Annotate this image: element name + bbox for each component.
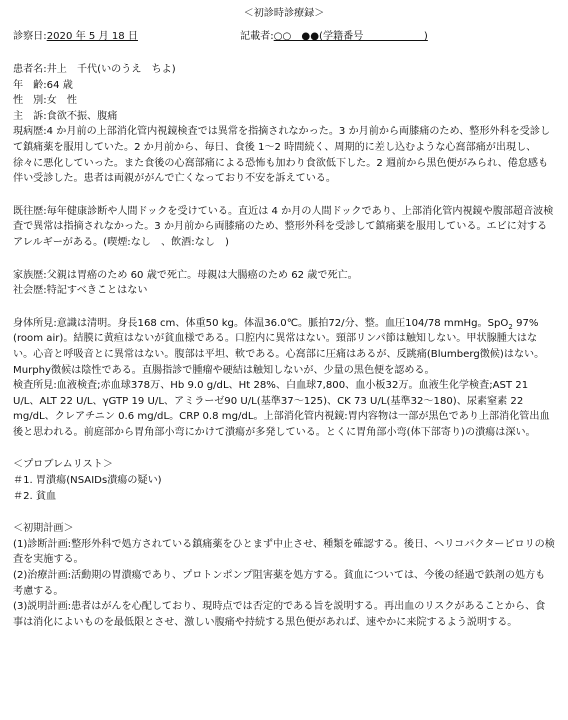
record-header (13, 29, 555, 45)
initial-plan-heading: ＜初期計画＞ (13, 523, 74, 535)
patient-sex: 性 別:女 性 (13, 95, 77, 107)
exam-date-label: 診察日: (13, 31, 47, 42)
problem-item: ＃1. 胃潰瘍(NSAIDs潰瘍の疑い) (13, 475, 162, 487)
patient-age: 年 齢:64 歳 (13, 79, 73, 91)
exam-date-value: 2020 年 5 月 18 日 (46, 31, 138, 42)
patient-name: 患者名:井上 千代(いのうえ ちよ) (13, 64, 176, 75)
chief-complaint: 主 訴:食欲不振、腹痛 (13, 110, 118, 122)
recorder (240, 29, 428, 45)
plan-treatment: (2)治療計画:活動期の胃潰瘍であり、プロトンポンプ阻害薬を処方する。貧血については、今後の経過で鉄剤の処方も考慮する。 (13, 570, 546, 597)
past-history: 既往歴:毎年健康診断や人間ドックを受けている。直近は 4 か月の人間ドックであり、上部消化管内視鏡や腹部超音波検査で異常は指摘されなかった。3 か月前から両膝痛のため、整形外科を受診して鎮痛薬を服用している。エビに対するアレルギーがある。(喫煙:なし 、飲酒:なし ) (13, 205, 554, 248)
record-title: ＜初診時診療録＞ (243, 8, 325, 19)
physical-exam-text-a: 身体所見:意識は清明。身長168 cm、体重50 kg。体温36.0℃。脈拍72/分、整。血圧104/78 mmHg。SpO (13, 317, 509, 329)
recorder-note: (学籍番号 ) (319, 31, 428, 42)
recorder-label: 記載者: (240, 31, 274, 42)
plan-explanation: (3)説明計画:患者はがんを心配しており、現時点では否定的である旨を説明する。再出血のリスクがあることから、食事は消化によいものを最低限とさせ、激しい腹痛や持続する黒色便があれば、速やかに来院するよう説明する。 (13, 601, 546, 628)
social-history: 社会歴:特記すべきことはない (13, 285, 148, 297)
physical-exam (13, 316, 555, 378)
problem-item: ＃2. 貧血 (13, 490, 57, 502)
lab-findings: 検査所見:血液検査;赤血球378万、Hb 9.0 g/dL、Ht 28%、白血球7,800、血小板32万。血液生化学検査;AST 21 U/L、ALT 22 U/L、γGTP 19 U/L、アミラーゼ90 U/L(基準37～125)、CK 73 U/L(基準32～180)、尿素窒素 22 mg/dL、クレアチニン 0.6 mg/dL。CRP 0.8 mg/dL。上部消化管内視鏡:胃内容物は一部が黒色であり上部消化管出血後と思われる。前庭部から胃角部小弯にかけて潰瘍が多発している。とくに胃角部小弯(体下部寄り)の潰瘍は深い。 (13, 380, 550, 438)
history-present-illness: 現病歴:4 か月前の上部消化管内視鏡検査では異常を指摘されなかった。3 か月前から両膝痛のため、整形外科を受診して鎮痛薬を服用していた。2 か月前から、毎日、食後 1～2 時間続く、周期的に差し込むような心窩部痛が出現し、徐々に悪化していった。また食後の心窩部痛による恐怖も加わり食欲低下した。2 週前から黒色便がみられ、倦怠感も伴い受診した。患者は両親ががんで亡くなっており不安を訴えている。 (13, 126, 551, 185)
plan-diagnostic: (1)診断計画:整形外科で処方されている鎮痛薬をひとまず中止させ、種類を確認する。後日、ヘリコバクターピロリの検査を実施する。 (13, 538, 555, 566)
physical-exam-subscript: 2 (508, 322, 513, 331)
problem-list-heading: ＜プロブレムリスト＞ (13, 459, 113, 471)
physical-exam-text-b: 97%(room air)。結膜に黄疸はないが貧血様である。口腔内に異常はない。頸部リンパ節は触知しない。甲状腺腫大はない。心音と呼吸音とに異常はない。腹部は平坦、軟である。心窩部に圧痛はあるが、反跳痛(Blumberg徴候)はない。Murphy徴候は陰性である。直腸指診で腫瘤や硬結は触知しないが、少量の黒色便を認める。 (13, 317, 545, 376)
recorder-value: ○○ ●● (273, 31, 320, 42)
family-history: 家族歴:父親は胃癌のため 60 歳で死亡。母親は大腸癌のため 62 歳で死亡。 (13, 269, 358, 281)
exam-date (13, 29, 240, 45)
